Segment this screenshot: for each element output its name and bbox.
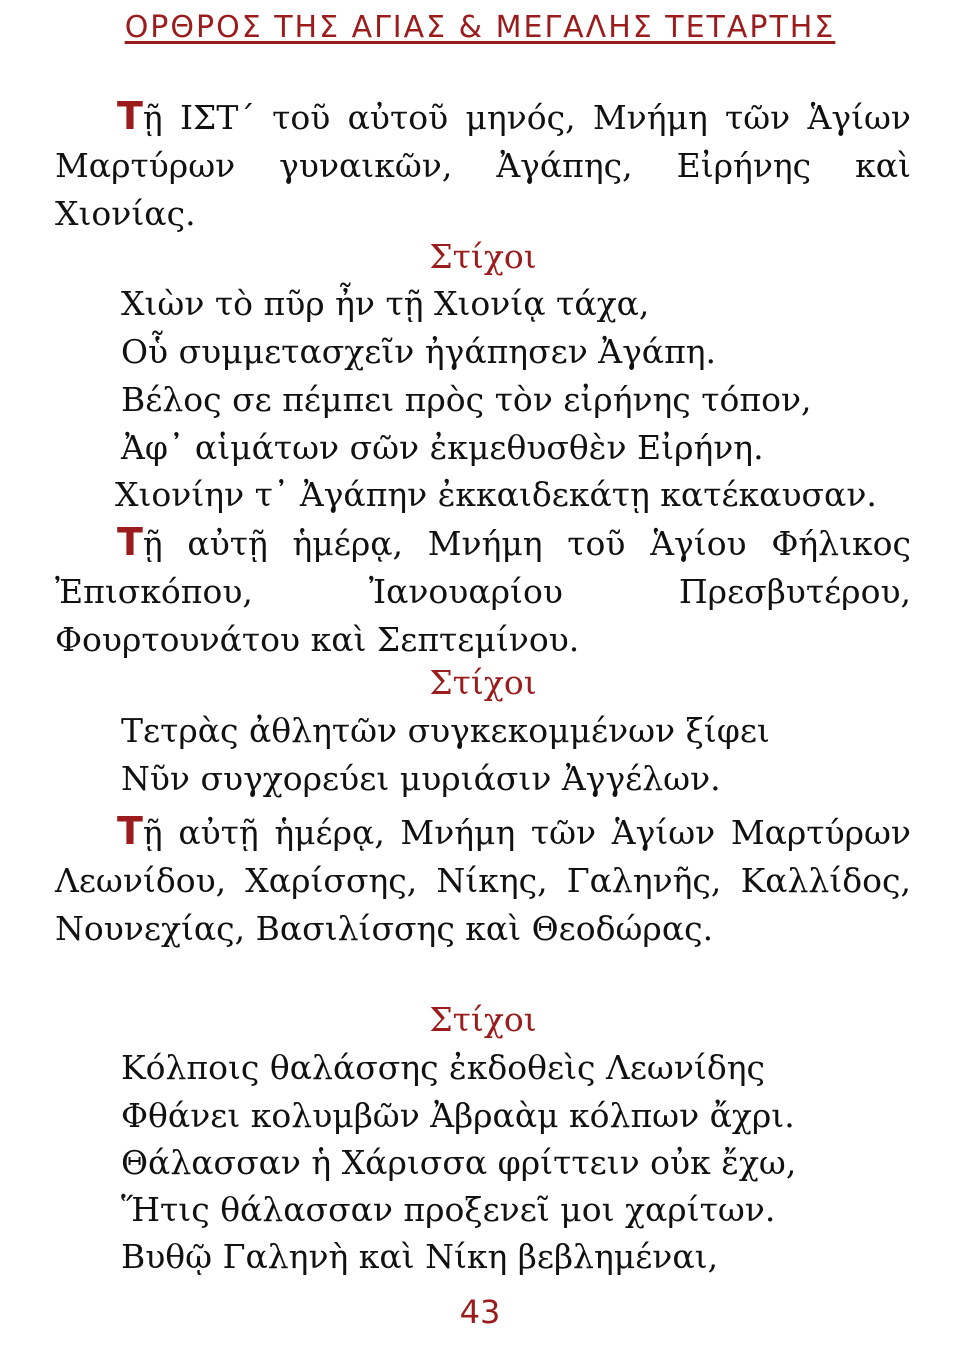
verse-line: Χιονίην τ᾽ Ἀγάπην ἐκκαιδεκάτῃ κατέκαυσαν. (115, 475, 877, 514)
verse-line: Βυθῷ Γαληνὴ καὶ Νίκη βεβλημέναι, (121, 1237, 719, 1276)
stichoi-heading: Στίχοι (429, 237, 537, 276)
paragraph-text: ῇ ΙΣΤ΄ τοῦ αὐτοῦ μηνός, Μνήμη τῶν Ἁγίων Μαρτύρων γυναικῶν, Ἀγάπης, Εἰρήνης καὶ Χιονίας. (55, 98, 911, 233)
verse-line: Τετρὰς ἀθλητῶν συγκεκομμένων ξίφει (121, 711, 770, 750)
verse-line: Οὗ συμμετασχεῖν ἠγάπησεν Ἀγάπη. (121, 332, 717, 371)
paragraph-text: ῇ αὐτῇ ἡμέρᾳ, Μνήμη τῶν Ἁγίων Μαρτύρων Λεωνίδου, Χαρίσσης, Νίκης, Γαληνῆς, Καλλίδος, Νουνεχίας, Βασιλίσσης καὶ Θεοδώρας. (55, 813, 911, 948)
verse-line: Χιὼν τὸ πῦρ ἦν τῇ Χιονίᾳ τάχα, (121, 284, 650, 323)
synaxarion-paragraph-2 (55, 518, 911, 664)
verse-line: Βέλος σε πέμπει πρὸς τὸν εἰρήνης τόπον, (121, 380, 812, 419)
drop-cap: Τ (117, 809, 143, 853)
verse-line: Φθάνει κολυμβῶν Ἀβραὰμ κόλπων ἄχρι. (121, 1096, 795, 1135)
page-header: ΟΡΘΡΟΣ ΤΗΣ ΑΓΙΑΣ & ΜΕΓΑΛΗΣ ΤΕΤΑΡΤΗΣ (124, 10, 836, 45)
synaxarion-paragraph-1 (55, 92, 911, 238)
verse-line: Κόλποις θαλάσσης ἐκδοθεὶς Λεωνίδης (121, 1048, 765, 1087)
stichoi-heading: Στίχοι (429, 1000, 537, 1039)
verse-line: Θάλασσαν ἡ Χάρισσα φρίττειν οὐκ ἔχω, (121, 1143, 797, 1182)
paragraph-text: ῇ αὐτῇ ἡμέρᾳ, Μνήμη τοῦ Ἁγίου Φήλικος Ἐπισκόπου, Ἰανουαρίου Πρεσβυτέρου, Φουρτουνάτου καὶ Σεπτεμίνου. (55, 524, 911, 659)
synaxarion-paragraph-3 (55, 807, 911, 953)
stichoi-heading: Στίχοι (429, 663, 537, 702)
verse-line: Νῦν συγχορεύει μυριάσιν Ἀγγέλων. (121, 759, 721, 798)
page-number: 43 (459, 1293, 501, 1331)
verse-line: Ἥτις θάλασσαν προξενεῖ μοι χαρίτων. (121, 1190, 776, 1229)
drop-cap: Τ (117, 520, 143, 564)
drop-cap: Τ (117, 94, 143, 138)
verse-line: Ἀφ᾽ αἱμάτων σῶν ἐκμεθυσθὲν Εἰρήνη. (121, 428, 764, 467)
